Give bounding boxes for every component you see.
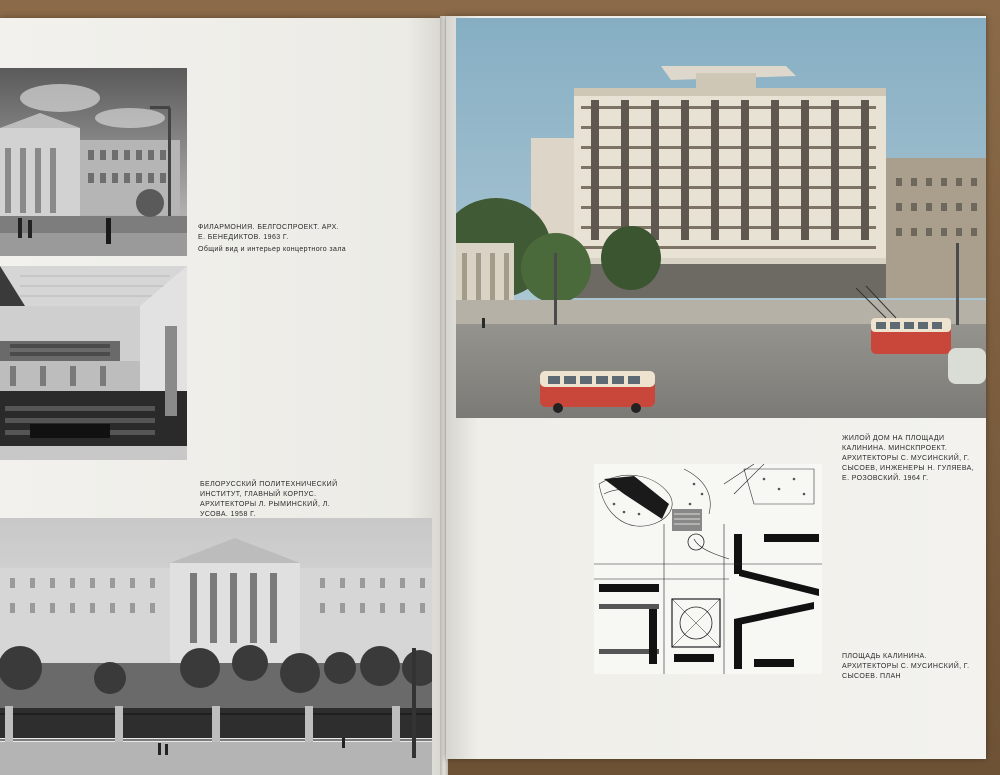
institute-caption	[200, 480, 360, 520]
residential-building-caption	[842, 434, 982, 484]
site-plan-caption	[842, 652, 982, 682]
residential-building-caption-title: ЖИЛОЙ ДОМ НА ПЛОЩАДИ КАЛИНИНА. МИНСКПРОЕКТ. АРХИТЕКТОРЫ С. МУСИНСКИЙ, Г. СЫСОЕВ, ИНЖЕНЕРЫ Н. ГУЛЯЕВА, Е. РОЗОВСКИЙ. 1964 Г.	[842, 435, 975, 482]
concert-hall-interior-photo	[0, 266, 187, 460]
site-plan-caption-title: ПЛОЩАДЬ КАЛИНИНА. АРХИТЕКТОРЫ С. МУСИНСКИЙ, Г. СЫСОЕВ. ПЛАН	[842, 653, 970, 680]
right-page	[446, 16, 986, 759]
philharmonic-caption	[198, 223, 348, 255]
residential-building-photo	[456, 18, 986, 418]
philharmonic-exterior-photo	[0, 68, 187, 256]
philharmonic-caption-title: ФИЛАРМОНИЯ. БЕЛГОСПРОЕКТ. АРХ. Е. БЕНЕДИКТОВ. 1963 Г.	[198, 224, 340, 241]
left-page	[0, 18, 442, 775]
square-site-plan	[594, 464, 822, 674]
institute-caption-title: БЕЛОРУССКИЙ ПОЛИТЕХНИЧЕСКИЙ ИНСТИТУТ, ГЛАВНЫЙ КОРПУС. АРХИТЕКТОРЫ Л. РЫМИНСКИЙ, Л. УСОВА. 1958 Г.	[200, 481, 338, 518]
philharmonic-caption-subtitle: Общий вид и интерьер концертного зала	[198, 246, 347, 253]
polytechnic-institute-photo	[0, 518, 432, 775]
